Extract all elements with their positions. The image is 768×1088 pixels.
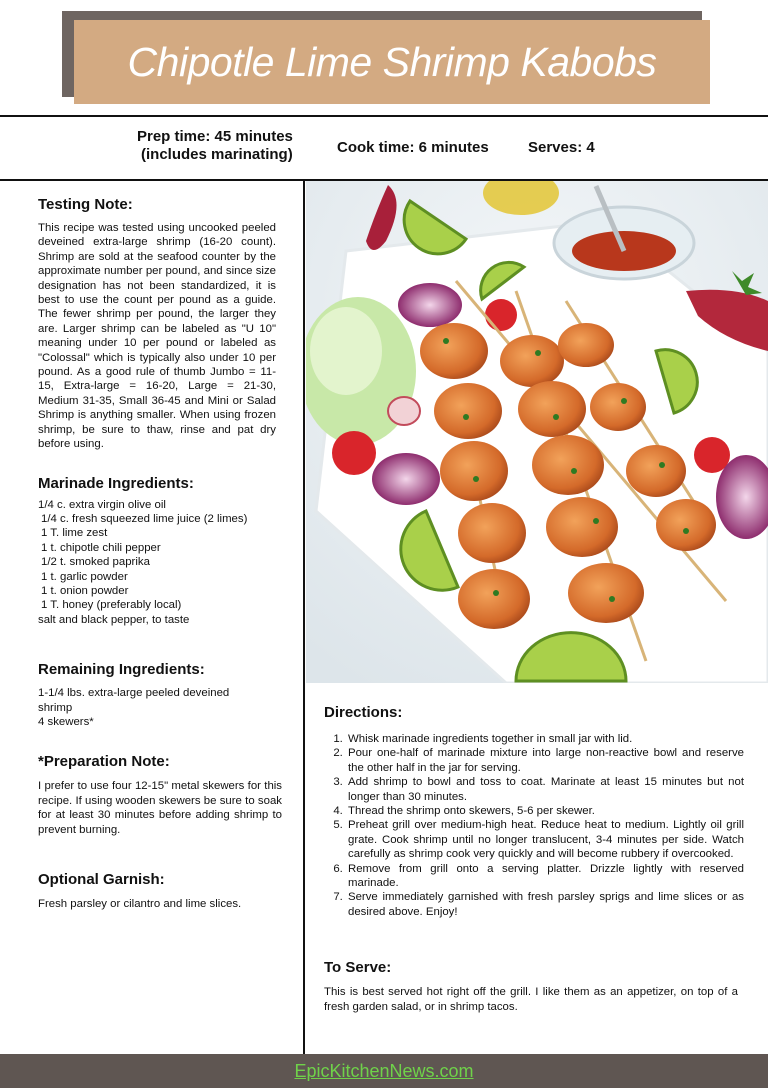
recipe-photo	[306, 181, 768, 683]
to-serve-text: This is best served hot right off the grill. I like them as an appetizer, on top of a fresh garden salad, or in shrimp tacos.	[324, 986, 738, 1013]
list-item: 1 t. onion powder	[41, 584, 129, 597]
cook-time: Cook time: 6 minutes	[337, 139, 489, 156]
site-link[interactable]: EpicKitchenNews.com	[294, 1060, 474, 1081]
garnish-text: Fresh parsley or cilantro and lime slices.	[38, 898, 242, 910]
prep-note-heading: *Preparation Note:	[38, 753, 170, 771]
direction-step: 2. Pour one-half of marinade mixture into large non-reactive bowl and reserve the other half in the jar for serving.	[346, 746, 744, 775]
title-banner	[74, 20, 710, 104]
recipe-info-row	[0, 126, 768, 170]
direction-step: 1. Whisk marinade ingredients together in small jar with lid.	[346, 732, 744, 746]
list-item: 4 skewers*	[38, 715, 94, 728]
directions-list	[324, 732, 744, 919]
directions-heading: Directions:	[324, 704, 403, 721]
remaining-list	[38, 686, 266, 729]
direction-step: 7. Serve immediately garnished with fresh parsley sprigs and lime slices or as desired above. Enjoy!	[346, 890, 744, 919]
prep-note-text: I prefer to use four 12-15" metal skewers for this recipe. If using wooden skewers be sure to soak for at least 30 minutes before adding shrimp to prevent burning.	[38, 780, 282, 836]
list-item: 1 T. lime zest	[41, 527, 108, 540]
direction-step: 3. Add shrimp to bowl and toss to coat. Marinate at least 15 minutes but not longer than 30 minutes.	[346, 775, 744, 804]
recipe-title: Chipotle Lime Shrimp Kabobs	[127, 38, 657, 85]
direction-step: 5. Preheat grill over medium-high heat. Reduce heat to medium. Lightly oil grill grate. Cook shrimp until no longer translucent, 3-4 minutes per side. Watch carefully as shrimp cook very quickly and will become rubbery if overcooked.	[346, 818, 744, 861]
footer-bar	[0, 1054, 768, 1088]
list-item: 1 t. chipotle chili pepper	[41, 541, 161, 554]
remaining-heading: Remaining Ingredients:	[38, 661, 205, 679]
prep-time	[137, 128, 293, 164]
list-item: salt and black pepper, to taste	[38, 613, 190, 626]
list-item: 1 T. honey (preferably local)	[41, 599, 182, 612]
list-item: 1/4 c. extra virgin olive oil	[38, 498, 166, 511]
marinade-list	[38, 498, 276, 628]
list-item: 1/2 t. smoked paprika	[41, 556, 150, 569]
prep-time-line1: Prep time: 45 minutes	[137, 128, 293, 145]
list-item: 1-1/4 lbs. extra-large peeled deveined shrimp	[38, 687, 230, 714]
prep-time-line2: (includes marinating)	[141, 146, 293, 163]
shrimp-kabob-illustration	[306, 181, 768, 683]
direction-step: 6. Remove from grill onto a serving platter. Drizzle lightly with reserved marinade.	[346, 862, 744, 891]
right-column	[324, 704, 744, 1014]
column-divider	[303, 180, 305, 1054]
header-divider	[0, 115, 768, 117]
left-column	[38, 196, 282, 911]
list-item: 1 t. garlic powder	[41, 570, 128, 583]
testing-note-heading: Testing Note:	[38, 196, 133, 213]
direction-step: 4. Thread the shrimp onto skewers, 5-6 per skewer.	[346, 804, 744, 818]
garnish-heading: Optional Garnish:	[38, 871, 165, 888]
list-item: 1/4 c. fresh squeezed lime juice (2 limes)	[41, 512, 248, 525]
testing-note-text: This recipe was tested using uncooked peeled deveined extra-large shrimp (16-20 count). Shrimp are sold at the seafood counter by the approximate number per pound, and since size designation has not been standardized, it is best to use the count per pound as a guide. The fewer shrimp per pound, the larger they are. Larger shrimp can be labeled as "U 10" meaning under 10 per pound or labeled as "Colossal" which is typically also under 10 per pound. As a good rule of thumb Jumbo = 11-15, Extra-large = 16-20, Large = 21-30, Medium 31-35, Small 36-45 and Mini or Salad Shrimp is anything smaller. When using frozen shrimp, be sure to thaw, rinse and pat dry before using.	[38, 222, 276, 451]
marinade-heading: Marinade Ingredients:	[38, 474, 194, 492]
serves: Serves: 4	[528, 139, 595, 156]
to-serve-heading: To Serve:	[324, 959, 392, 977]
